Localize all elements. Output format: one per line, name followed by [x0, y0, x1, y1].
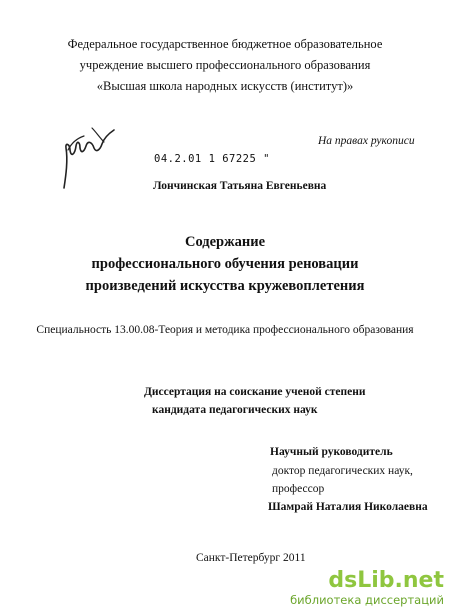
institution-line-1: Федеральное государственное бюджетное образовательное	[67, 37, 383, 51]
supervisor-name: Шамрай Наталия Николаевна	[268, 501, 428, 513]
specialty-line: Специальность 13.00.08-Теория и методика профессионального образования	[36, 324, 414, 336]
institution-line-3: «Высшая школа народных искусств (институт)»	[96, 79, 354, 93]
registration-number: 04.2.01 1 67225 "	[154, 153, 270, 165]
place-and-year: Санкт-Петербург 2011	[196, 552, 306, 564]
title-line-3: произведений искусства кружевоплетения	[85, 278, 365, 294]
title-line-2: профессионального обучения реновации	[91, 256, 359, 272]
handwritten-signature	[42, 120, 122, 190]
watermark	[290, 568, 448, 608]
author-name: Лончинская Татьяна Евгеньевна	[153, 180, 327, 192]
supervisor-rank: профессор	[272, 483, 325, 495]
manuscript-rights: На правах рукописи	[318, 135, 415, 147]
institution-line-2: учреждение высшего профессионального образования	[79, 58, 371, 72]
title-line-1: Содержание	[184, 234, 266, 250]
degree-line-1: Диссертация на соискание ученой степени	[144, 386, 366, 398]
watermark-logo: dsLib.net	[328, 568, 444, 593]
watermark-subtitle: библиотека диссертаций	[290, 593, 444, 607]
supervisor-label: Научный руководитель	[270, 446, 393, 458]
supervisor-degree: доктор педагогических наук,	[272, 465, 413, 477]
degree-line-2: кандидата педагогических наук	[152, 404, 318, 416]
